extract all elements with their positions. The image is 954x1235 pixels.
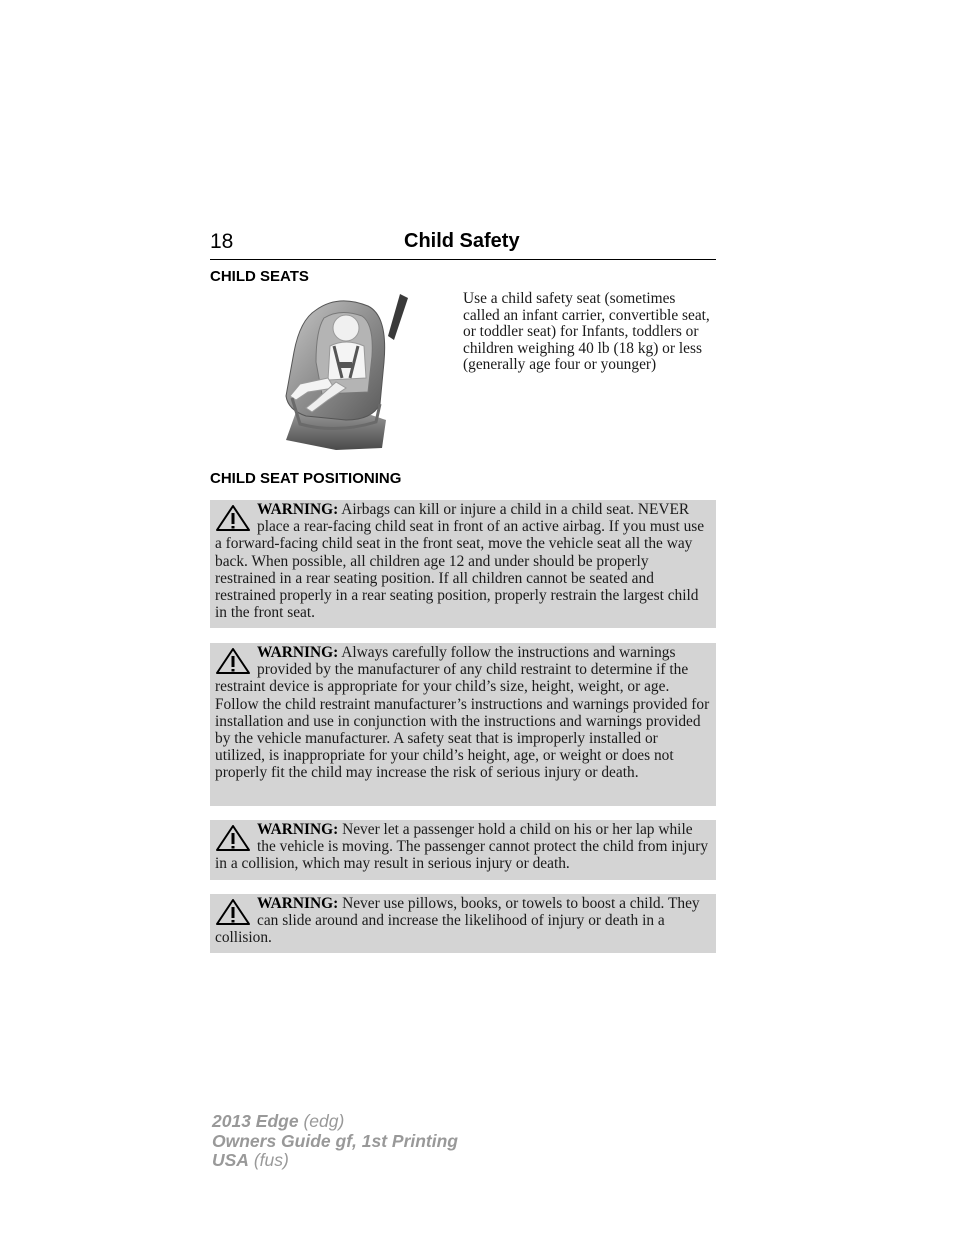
footer-model: 2013 Edge <box>212 1111 299 1131</box>
footer-print-info <box>212 1112 458 1171</box>
warning-triangle-icon <box>215 824 251 852</box>
warning-label: WARNING: <box>257 895 339 912</box>
warning-text: Always carefully follow the instructions and warnings provided by the manufacturer of any child restraint to determine if the restraint device is appropriate for your child’s size, height, weight, or age. Follow the child restraint manufacturer’s instructions and warnings provided for installation and use in conjunction with the instructions and warnings provided by the vehicle manufacturer. A safety seat that is improperly installed or utilized, is inappropriate for your child’s height, age, or weight or does not properly fit the child may increase the risk of serious injury or death. <box>215 644 710 782</box>
warning-label: WARNING: <box>257 821 339 838</box>
section-title: Child Safety <box>404 230 520 252</box>
warning-triangle-icon <box>215 647 251 675</box>
warning-label: WARNING: <box>257 501 339 518</box>
warning-label: WARNING: <box>257 644 339 661</box>
footer-market: USA <box>212 1150 249 1170</box>
page-header <box>210 228 716 260</box>
warning-box <box>210 643 716 806</box>
warning-triangle-icon <box>215 504 251 532</box>
warning-box <box>210 894 716 953</box>
warning-text: Never use pillows, books, or towels to boost a child. They can slide around and increase the likelihood of injury or death in a collision. <box>215 895 700 947</box>
footer-line-model <box>212 1112 458 1132</box>
page-number: 18 <box>210 230 234 253</box>
footer-market-code: (fus) <box>248 1150 289 1170</box>
warning-triangle-icon <box>215 898 251 926</box>
warning-box <box>210 820 716 880</box>
child-seats-heading: CHILD SEATS <box>210 268 309 285</box>
warning-box <box>210 500 716 628</box>
warning-text: Never let a passenger hold a child on his or her lap while the vehicle is moving. The passenger cannot protect the child from injury in a collision, which may result in serious injury or death. <box>215 821 709 873</box>
child-seats-intro: Use a child safety seat (sometimes called an infant carrier, convertible seat, or toddler seat) for Infants, toddlers or children weighing 40 lb (18 kg) or less (generally age four or younger) <box>463 290 710 373</box>
footer-line-guide <box>212 1132 458 1152</box>
footer-line-market <box>212 1151 458 1171</box>
warning-text: Airbags can kill or injure a child in a child seat. NEVER place a rear-facing child seat in front of an active airbag. If you must use a forward-facing child seat in the front seat, move the vehicle seat all the way back. When possible, all children age 12 and under should be properly restrained in a rear seating position. If all children cannot be seated and restrained properly in a rear seating position, properly restrain the largest child in the front seat. <box>215 501 705 622</box>
child-safety-seat-illustration <box>276 292 414 452</box>
child-seat-positioning-heading: CHILD SEAT POSITIONING <box>210 470 402 487</box>
footer-model-code: (edg) <box>298 1111 345 1131</box>
footer-guide: Owners Guide gf, 1st Printing <box>212 1130 458 1151</box>
